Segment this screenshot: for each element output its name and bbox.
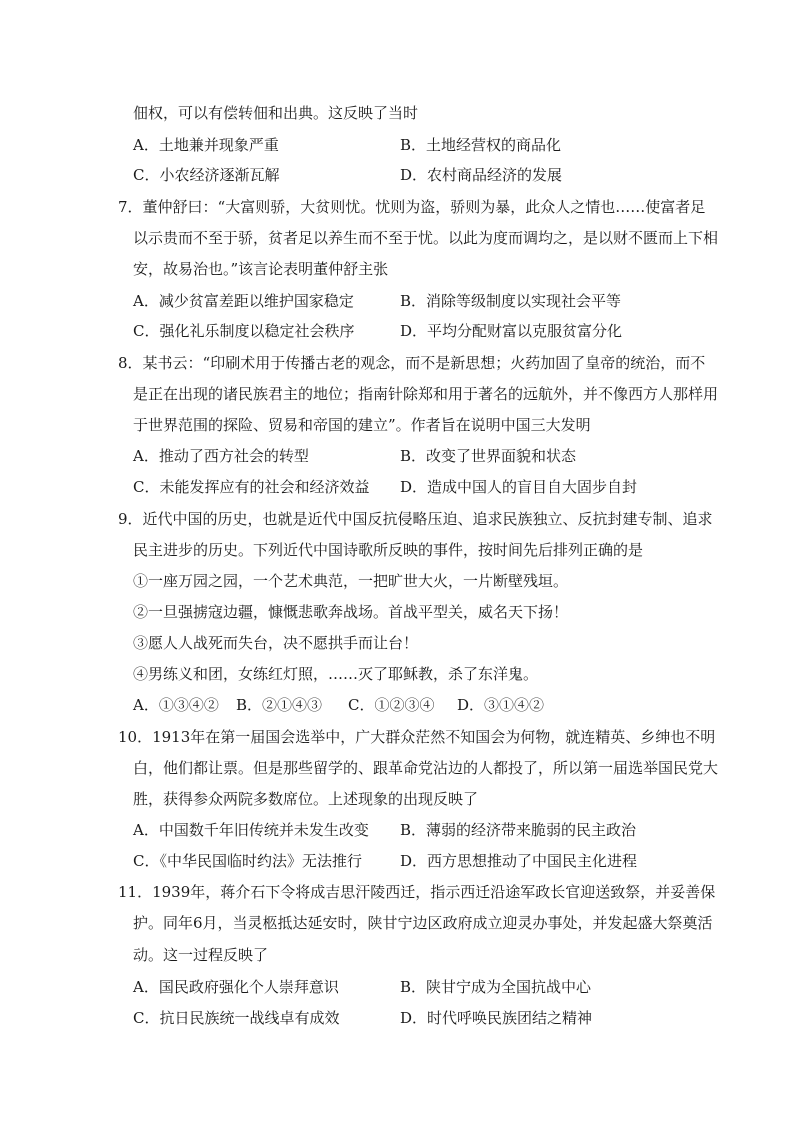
q9-item-3: ③愿人人战死而失台，决不愿拱手而让台！ xyxy=(133,634,419,652)
q8-stem-line-3: 于世界范围的探险、贸易和帝国的建立”。作者旨在说明中国三大发明 xyxy=(133,416,591,434)
q8-stem-line-1: 8．某书云：“印刷术用于传播古老的观念，而不是新思想；火药加固了皇帝的统治，而不 xyxy=(118,354,706,372)
q9-option-c: C．①②③④ xyxy=(348,696,435,714)
q6-option-d: D．农村商品经济的发展 xyxy=(400,166,563,184)
q10-option-d: D．西方思想推动了中国民主化进程 xyxy=(400,852,638,870)
q9-stem-line-1: 9．近代中国的历史，也就是近代中国反抗侵略压迫、追求民族独立、反抗封建专制、追求 xyxy=(118,510,713,528)
q11-stem-line-3: 动。这一过程反映了 xyxy=(133,946,269,964)
q9-item-1: ①一座万园之园，一个艺术典范，一把旷世大火，一片断壁残垣。 xyxy=(133,572,569,590)
q7-stem-line-1: 7．董仲舒曰：“大富则骄，大贫则忧。忧则为盗，骄则为暴，此众人之情也……使富者足 xyxy=(118,198,706,216)
q10-stem-line-3: 胜，获得参众两院多数席位。上述现象的出现反映了 xyxy=(133,790,479,808)
q11-option-b: B．陕甘宁成为全国抗战中心 xyxy=(400,978,592,996)
q6-option-a: A．土地兼并现象严重 xyxy=(133,136,279,154)
q9-option-b: B．②①④③ xyxy=(236,696,323,714)
q8-option-a: A．推动了西方社会的转型 xyxy=(133,447,309,465)
q8-stem-line-2: 是正在出现的诸民族君主的地位；指南针除郑和用于著名的远航外，并不像西方人那样用 xyxy=(133,385,719,403)
q11-stem-line-1: 11．1939年，蒋介石下令将成吉思汗陵西迁，指示西迁沿途军政长官迎送致祭，并妥善保 xyxy=(118,883,716,901)
q10-option-a: A．中国数千年旧传统并未发生改变 xyxy=(133,821,369,839)
q10-option-c: C．《中华民国临时约法》无法推行 xyxy=(133,852,362,870)
q8-option-c: C．未能发挥应有的社会和经济效益 xyxy=(133,478,370,496)
q6-option-c: C．小农经济逐渐瓦解 xyxy=(133,166,280,184)
q9-option-a: A．①③④② xyxy=(133,696,219,714)
q6-option-b: B．土地经营权的商品化 xyxy=(400,136,562,154)
q9-stem-line-2: 民主进步的历史。下列近代中国诗歌所反映的事件，按时间先后排列正确的是 xyxy=(133,541,644,559)
q9-item-4: ④男练义和团，女练红灯照，……灭了耶稣教，杀了东洋鬼。 xyxy=(133,665,539,683)
q10-stem-line-1: 10．1913年在第一届国会选举中，广大群众茫然不知国会为何物，就连精英、乡绅也不明 xyxy=(118,728,716,746)
q8-option-d: D．造成中国人的盲目自大固步自封 xyxy=(400,478,638,496)
q10-option-b: B．薄弱的经济带来脆弱的民主政治 xyxy=(400,821,637,839)
q11-stem-line-2: 护。同年6月，当灵柩抵达延安时，陕甘宁边区政府成立迎灵办事处，并发起盛大祭奠活 xyxy=(133,914,713,932)
q7-option-a: A．减少贫富差距以维护国家稳定 xyxy=(133,292,354,310)
q9-item-2: ②一旦强掳寇边疆，慷慨悲歌奔战场。首战平型关，威名天下扬！ xyxy=(133,603,569,621)
q11-option-a: A．国民政府强化个人崇拜意识 xyxy=(133,978,339,996)
q8-option-b: B．改变了世界面貌和状态 xyxy=(400,447,577,465)
q7-option-b: B．消除等级制度以实现社会平等 xyxy=(400,292,622,310)
q11-option-c: C．抗日民族统一战线卓有成效 xyxy=(133,1009,340,1027)
q10-stem-line-2: 白，他们都让票。但是那些留学的、跟革命党沾边的人都投了，所以第一届选举国民党大 xyxy=(133,759,719,777)
q7-option-d: D．平均分配财富以克服贫富分化 xyxy=(400,322,623,340)
q11-option-d: D．时代呼唤民族团结之精神 xyxy=(400,1009,593,1027)
q9-option-d: D．③①④② xyxy=(457,696,545,714)
q6-stem-continued: 佃权，可以有偿转佃和出典。这反映了当时 xyxy=(133,104,419,122)
q7-stem-line-2: 以示贵而不至于骄，贫者足以养生而不至于忧。以此为度而调均之，是以财不匮而上下相 xyxy=(133,229,719,247)
q7-option-c: C．强化礼乐制度以稳定社会秩序 xyxy=(133,322,355,340)
q7-stem-line-3: 安，故易治也。”该言论表明董仲舒主张 xyxy=(133,260,389,278)
